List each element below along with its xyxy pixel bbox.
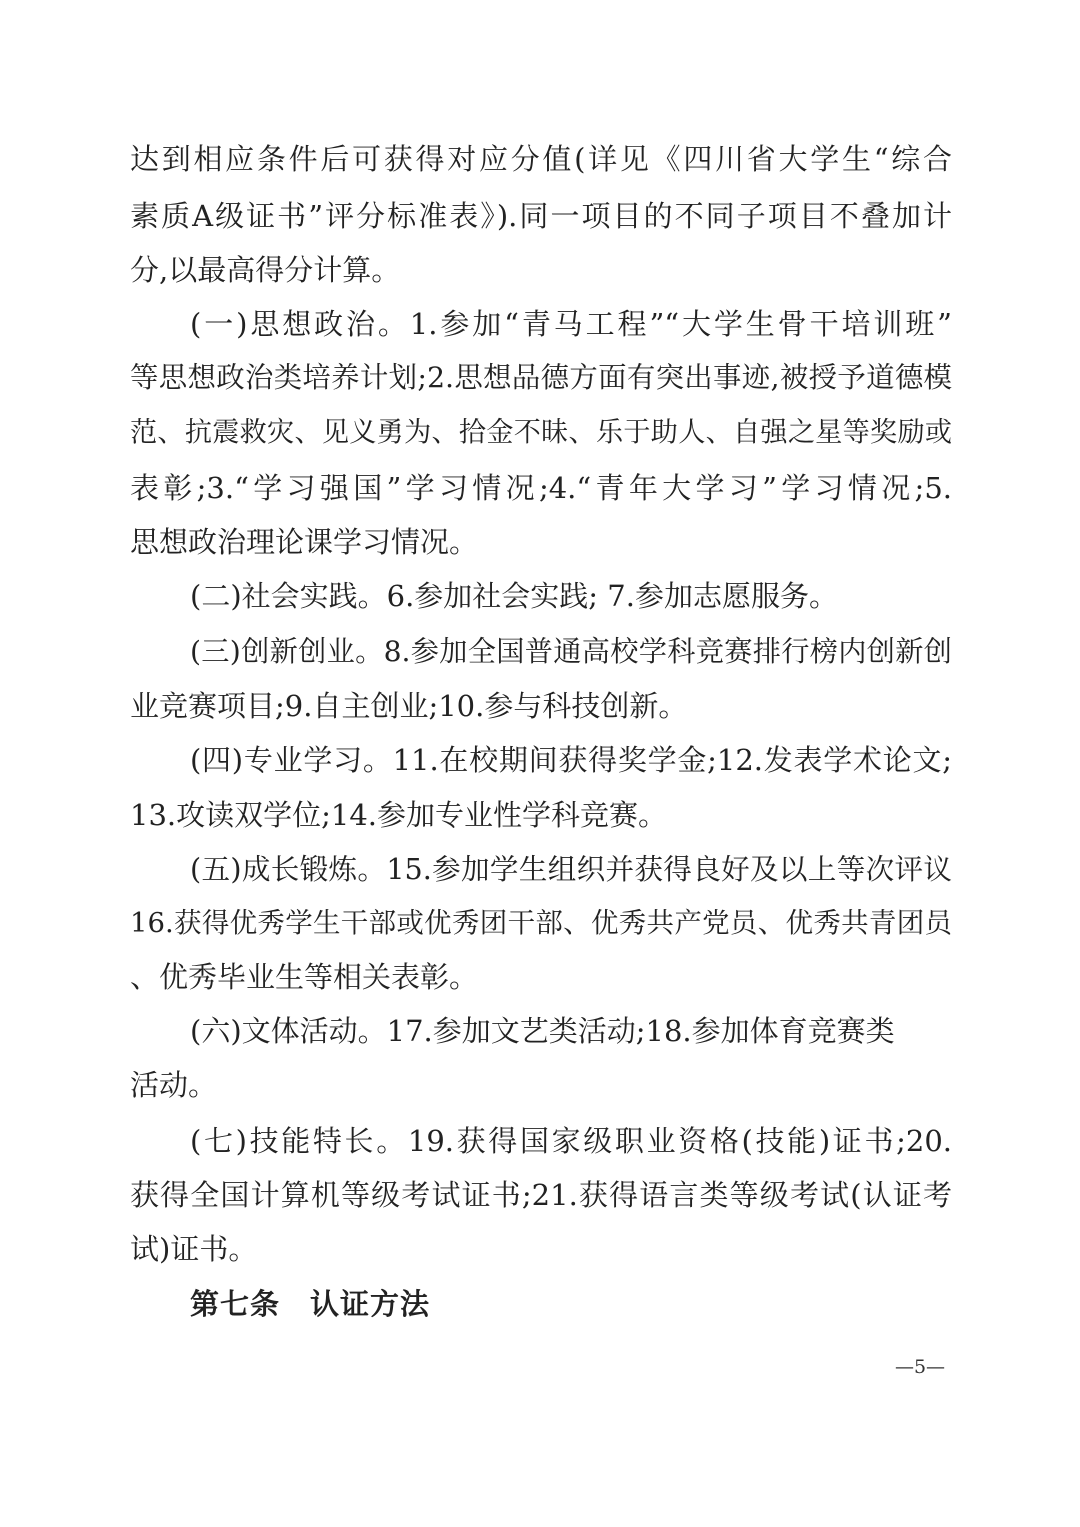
text-line: 13.攻读双学位;14.参加专业性学科竞赛。 xyxy=(130,798,668,832)
text-line: 分,以最高得分计算。 xyxy=(130,253,401,287)
text-line: 达到相应条件后可获得对应分值(详见《四川省大学生“综合 xyxy=(130,142,952,176)
text-line: 获得全国计算机等级考试证书;21.获得语言类等级考试(认证考 xyxy=(130,1178,952,1212)
text-line: 表彰;3.“学习强国”学习情况;4.“青年大学习”学习情况;5. xyxy=(130,471,952,505)
text-line: 范、抗震救灾、见义勇为、拾金不昧、乐于助人、自强之星等奖励或 xyxy=(130,417,952,448)
text-line: 活动。 xyxy=(130,1068,218,1102)
text-line: 业竞赛项目;9.自主创业;10.参与科技创新。 xyxy=(130,689,688,723)
text-line: 试)证书。 xyxy=(130,1232,258,1266)
section-skills: (七)技能特长。19.获得国家级职业资格(技能)证书;20. xyxy=(190,1124,952,1158)
article-title: 认证方法 xyxy=(310,1287,431,1321)
section-thought-politics: (一)思想政治。1.参加“青马工程”“大学生骨干培训班” xyxy=(190,307,952,341)
text-line: 、优秀毕业生等相关表彰。 xyxy=(130,960,479,994)
section-growth: (五)成长锻炼。15.参加学生组织并获得良好及以上等次评议 xyxy=(190,852,952,886)
section-social-practice: (二)社会实践。6.参加社会实践; 7.参加志愿服务。 xyxy=(190,579,838,613)
section-professional-study: (四)专业学习。11.在校期间获得奖学金;12.发表学术论文; xyxy=(190,743,952,777)
page-number: —5— xyxy=(894,1356,946,1378)
text-line: 思想政治理论课学习情况。 xyxy=(130,525,479,559)
article-number: 第七条 xyxy=(190,1287,281,1321)
text-line: 素质A级证书”评分标准表》).同一项目的不同子项目不叠加计 xyxy=(130,199,952,233)
text-line: 16.获得优秀学生干部或优秀团干部、优秀共产党员、优秀共青团员 xyxy=(130,907,952,939)
section-sports-arts: (六)文体活动。17.参加文艺类活动;18.参加体育竞赛类 xyxy=(190,1014,895,1048)
section-innovation: (三)创新创业。8.参加全国普通高校学科竞赛排行榜内创新创 xyxy=(190,635,952,668)
text-line: 等思想政治类培养计划;2.思想品德方面有突出事迹,被授予道德模 xyxy=(130,361,952,394)
article-heading xyxy=(190,1276,952,1332)
